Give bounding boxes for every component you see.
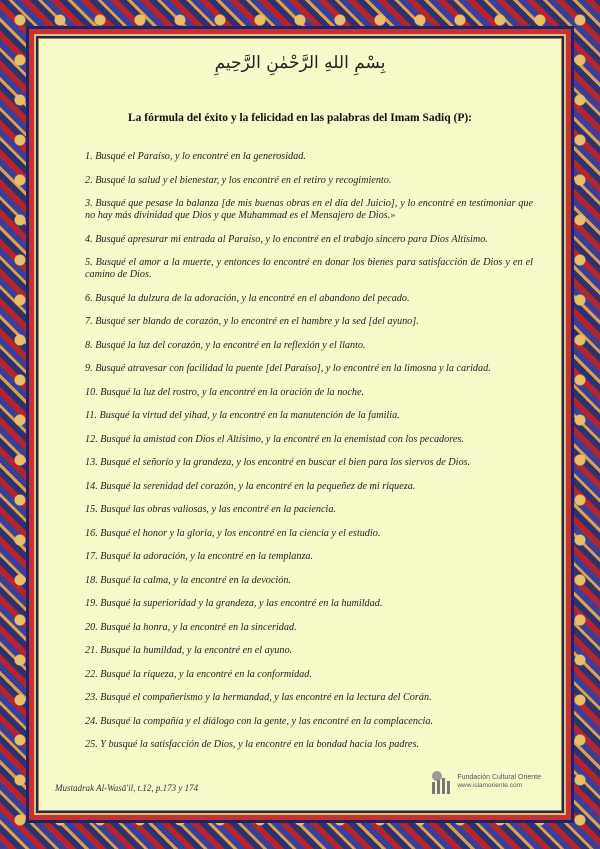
saying-item: 17. Busqué la adoración, y la encontré en la templanza.: [85, 551, 314, 562]
org-url[interactable]: www.islamoriente.com: [457, 782, 523, 789]
saying-item: 19. Busqué la superioridad y la grandeza, y las encontré en la humildad.: [85, 598, 383, 609]
saying-item: 14. Busqué la serenidad del corazón, y la encontré en la pequeñez de mi riqueza.: [85, 480, 416, 492]
saying-item: 9. Busqué atravesar con facilidad la puente [del Paraíso], y lo encontré en la limosna y la caridad.: [85, 363, 491, 374]
saying-item: 24. Busqué la compañía y el diálogo con la gente, y las encontré en la complacencia.: [85, 715, 433, 727]
saying-item: 10. Busqué la luz del rostro, y la encontré en la oración de la noche.: [85, 386, 365, 398]
saying-item: 18. Busqué la calma, y la encontré en la devoción.: [85, 574, 291, 586]
org-name: Fundación Cultural Oriente: [457, 774, 541, 781]
saying-item: 16. Busqué el honor y la gloria, y los encontré en la ciencia y el estudio.: [85, 527, 381, 539]
saying-item: 23. Busqué el compañerismo y la hermandad, y las encontré en la lectura del Corán.: [85, 692, 432, 703]
saying-item: 2. Busqué la salud y el bienestar, y los encontré en el retiro y recogimiento.: [85, 174, 392, 186]
bismillah-calligraphy: بِسْمِ اللهِ الرَّحْمٰنِ الرَّحِيمِ: [214, 53, 386, 73]
saying-item: 1. Busqué el Paraíso, y lo encontré en la generosidad.: [85, 151, 306, 162]
saying-item: 3. Busqué que pesase la balanza [de mis buenas obras en el día del Juicio], y lo encontré en testimoniar que no hay más divinidad que Dios y que Muhammad es el Mensajero de Dios.»: [85, 198, 533, 221]
saying-item: 21. Busqué la humildad, y la encontré en el ayuno.: [85, 645, 293, 656]
document-body: [38, 38, 562, 811]
saying-item: 13. Busqué el señorío y la grandeza, y los encontré en buscar el bien para los siervos de Dios.: [85, 457, 471, 468]
saying-item: 25. Y busqué la satisfacción de Dios, y la encontré en la bondad hacia los padres.: [85, 739, 420, 750]
saying-item: 15. Busqué las obras valiosas, y las encontré en la paciencia.: [85, 504, 336, 515]
saying-item: 20. Busqué la honra, y la encontré en la sinceridad.: [85, 621, 297, 633]
saying-item: 7. Busqué ser blando de corazón, y lo encontré en el hambre y la sed [del ayuno].: [85, 316, 419, 327]
page-title: La fórmula del éxito y la felicidad en las palabras del Imam Sadiq (P):: [127, 112, 473, 124]
saying-item: 6. Busqué la dulzura de la adoración, y la encontré en el abandono del pecado.: [85, 292, 410, 304]
source-citation: Mustadrak Al-Wasā'il, t.12, p.173 y 174: [55, 783, 199, 793]
saying-item: 5. Busqué el amor a la muerte, y entonces lo encontré en donar los bienes para satisfacción de Dios y en el camino de Dios.: [85, 257, 533, 280]
sayings-list: [85, 151, 533, 763]
foundation-logo: [429, 769, 541, 795]
saying-item: 4. Busqué apresurar mi entrada al Paraíso, y lo encontré en el trabajo sincero para Dios Altísimo.: [85, 233, 488, 245]
logo-icon: [429, 769, 453, 795]
saying-item: 11. Busqué la virtud del yihad, y la encontré en la manutención de la familia.: [85, 410, 400, 421]
saying-item: 8. Busqué la luz del corazón, y la encontré en la reflexión y el llanto.: [85, 339, 366, 351]
saying-item: 22. Busqué la riqueza, y la encontré en la conformidad.: [85, 668, 312, 680]
saying-item: 12. Busqué la amistad con Dios el Altísimo, y la encontré en la enemistad con los pecadores.: [85, 433, 464, 445]
